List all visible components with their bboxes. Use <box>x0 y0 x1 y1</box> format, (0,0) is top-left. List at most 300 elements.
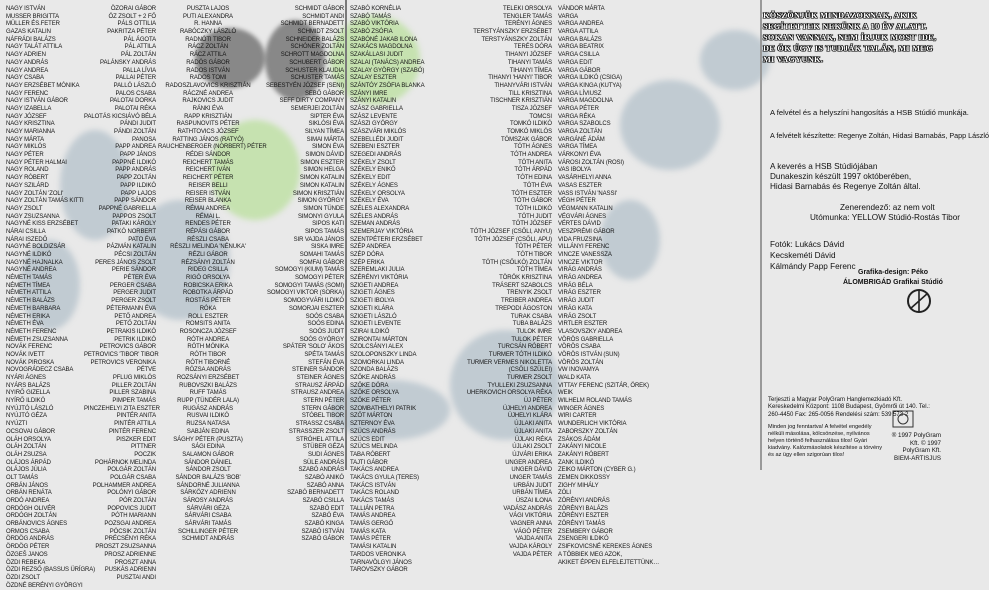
name-entry: VAJDA PÉTER <box>512 551 552 558</box>
name-entry: PÉTERMANN ÉVA <box>106 305 156 312</box>
name-entry: AKIKET ÉPPEN ELFELEJTETTÜNK… <box>558 559 660 566</box>
name-entry: RUBOVSZKI BALÁZS <box>179 382 237 389</box>
name-entry: NYÁRS BALÁZS <box>6 382 51 389</box>
name-entry: NOVÁK PIROSKA <box>6 359 55 366</box>
name-entry: RÓKA <box>199 305 217 312</box>
name-entry: NÁRAI ISZEDŐ <box>6 236 48 243</box>
name-entry: STRASSZ CSABA <box>295 421 344 428</box>
name-entry: TÓTH PÉTER <box>514 244 552 251</box>
name-entry: PÁL ZOLTÁN <box>120 52 156 59</box>
name-entry: RADÓS GÁBOR <box>186 59 230 66</box>
name-entry: STRASSZER ZSOLT <box>288 428 344 435</box>
name-entry: NOVÁK IVETT <box>6 351 45 358</box>
name-entry: RÁNKI ÉVA <box>192 105 224 112</box>
name-entry: PERGER CSABA <box>109 282 156 289</box>
name-entry: WEIK <box>558 390 573 397</box>
name-entry: RAUCHENBERGER (NORBERT) PÉTER <box>158 144 267 151</box>
name-entry: TREIBER ANDREA <box>501 298 552 305</box>
name-entry: TRÁSERT SZABOLCS <box>492 282 552 289</box>
name-entry: RATHTOVICS JÓZSEF <box>177 129 239 135</box>
name-entry: PÓCSIK ZOLTÁN <box>109 528 156 535</box>
name-entry: SZÉKELY ORSOLYA <box>350 190 405 197</box>
name-entry: SCHMIDT GÁBOR <box>294 6 344 12</box>
name-entry: STRAUSZ ANDREA <box>291 390 344 397</box>
name-entry: TOMKÓ MIKLÓS <box>506 129 552 135</box>
name-entry: NAGYNÉ ILDIKÓ <box>6 252 52 258</box>
name-entry: VÉGH PÉTER <box>558 198 596 205</box>
name-entry: NAGY ANDREA <box>6 67 49 74</box>
name-entry: PAPP ZOLTÁN <box>116 175 156 182</box>
name-entry: STEFÁN ÉVA <box>308 359 344 366</box>
name-entry: RUPP (TÜNDÉR LALA) <box>177 398 239 405</box>
name-entry: SZÉKELY ÉVA <box>350 198 389 205</box>
name-entry: VILLÁNYI FERENC <box>558 244 610 251</box>
name-entry: NYÚZTI <box>6 421 28 428</box>
distribution-notice: Terjeszti a Magyar PolyGram Hanglemezkiadó Kft. Kereskedelmi Központ: 1108 Budapest, Gyömrői út 140. Tel.: 260-4450 Fax: 265-0056 Rendelési szám: 539 573-2 <box>768 397 930 418</box>
name-entry: TREPODI ÁGOSTON <box>495 305 552 312</box>
name-entry: ÖZDNÉ BERÉNYI GYÖRGYI <box>6 582 83 589</box>
name-entry: VIRÁG ZSOLT <box>558 313 597 320</box>
name-entry: NÁFRÁDI BALÁZS <box>6 36 56 43</box>
name-entry: TÓMSZAK GÁBOR <box>500 136 552 143</box>
name-entry: PROSZT ANNA <box>114 559 156 566</box>
name-entry: VARGA ILDIKÓ (CSIGA) <box>558 75 622 82</box>
name-entry: SOÓS JUDIT <box>308 328 344 335</box>
name-entry: PÁNDI ZOLTÁN <box>113 129 156 135</box>
name-entry: SIPOS KATI <box>312 221 344 228</box>
name-entry: ROSONCZA JÓZSEF <box>179 328 237 335</box>
name-entry: NOVÁK FERENC <box>6 344 53 351</box>
name-entry: RÉZLI GÁBOR <box>188 252 228 258</box>
name-entry: SCHILLINGER PÉTER <box>178 528 238 535</box>
name-entry: SALAMON GÁBOR <box>182 451 234 458</box>
name-entry: SISKA IMRE <box>310 244 344 251</box>
name-entry: OLT TAMÁS <box>6 474 38 481</box>
name-entry: PAPP JÁNOS <box>119 152 156 159</box>
name-entry: SIR VAJDA JÁNOS <box>293 236 344 243</box>
name-entry: TENGLER TAMÁS <box>503 13 552 20</box>
name-entry: TÓTH ANITA <box>518 159 552 166</box>
name-entry: PÁLS OTTILIA <box>117 21 156 28</box>
name-entry: SZABÓNÉ JAKAB ILONA <box>350 36 418 43</box>
name-entry: VÉGVÁRI ÁGNES <box>558 213 607 220</box>
name-entry: SCHMIDT ANDI <box>302 13 344 20</box>
name-entry: NAGY MIKLÓS <box>6 144 47 151</box>
name-entry: SIMON KRISZTIÁN <box>292 190 344 197</box>
name-entry: SZABÓ KORNÉLIA <box>350 6 401 12</box>
name-entry: SZIRAI ILDIKÓ <box>350 328 390 335</box>
name-entry: SZÉKELY ZSOLT <box>350 159 396 166</box>
name-entry: VIRÁG ANDREA <box>558 275 602 282</box>
name-entry: SZIRONTAI MÁRTON <box>350 336 408 343</box>
name-entry: SÜLE ANDRÁS <box>303 459 344 466</box>
name-entry: PERGER JUDIT <box>113 290 156 297</box>
name-entry: ROMSITS ANITA <box>185 321 231 328</box>
name-entry: SZTERNOY ÉVA <box>350 421 395 428</box>
name-entry: ROBOTKA ÁRPÁD <box>182 290 234 297</box>
design-credit: Grafika-design: Péko <box>858 269 929 276</box>
name-entry: VARGA TÍMEA <box>558 144 598 151</box>
name-entry: SOMFAI GÁBOR <box>299 259 344 266</box>
name-entry: TOMCSI <box>529 113 552 120</box>
name-entry: TAKÁCS TAMÁS <box>350 498 395 504</box>
name-entry: SZENTPÉTERI ERZSÉBET <box>350 236 423 243</box>
name-entry: VAJDA ANITA <box>515 536 552 543</box>
name-entry: PUSZTAI ANDI <box>116 574 156 581</box>
name-entry: TÓTH JÓZSEF (CSŐLI, ANYU) <box>470 228 552 235</box>
name-entry: NAGY ERZSÉBET MÓNIKA <box>6 82 80 89</box>
name-entry: ÖZDI ZSOLT <box>6 574 40 581</box>
name-entry: SZABÓ ANNA <box>306 482 344 489</box>
name-entry: PÓR ZOLTÁN <box>119 498 156 504</box>
name-entry: PINCZEHELYI ZITA ESZTER <box>84 405 160 412</box>
name-entry: RIGÓ ORSOLYA <box>186 275 230 282</box>
name-entry: SIMON KATALIN <box>299 175 344 182</box>
name-entry: OLÁH ZOLTÁN <box>6 444 47 451</box>
name-entry: NYÍRŐ ILDIKÓ <box>6 398 46 405</box>
name-entry: VADÁSZ ANDRÁS <box>503 505 552 512</box>
name-entry: POHÁRNOK MELINDA <box>94 459 156 466</box>
name-entry: PFLUG MIKLÓS <box>112 375 156 381</box>
name-entry: TELEKI ORSOLYA <box>502 6 552 12</box>
name-entry: SIMON ÉVA <box>312 144 344 151</box>
name-entry: RÉMAI ANDREA <box>185 205 231 212</box>
name-entry: SZOLOPONSZKY LINDA <box>350 351 417 358</box>
name-entry: PATO ÉVA <box>128 236 156 243</box>
name-entry: NÉMETH ERIKA <box>6 313 50 320</box>
name-entry: TÓTH TÍMEA <box>516 267 552 274</box>
name-entry: ÖZORAI GÁBOR <box>110 6 156 12</box>
name-entry: SUDI ÁGNES <box>307 451 344 458</box>
name-entry: SIKLÓSI ÉVA <box>308 121 344 128</box>
name-entry: VARGA BALÁZS <box>558 36 602 43</box>
name-entry: SZABÓ KINGA <box>304 521 344 528</box>
name-entry: TARNAVÖLGYI JÁNOS <box>350 559 412 566</box>
name-entry: NAGY PÉTER HALMAI <box>6 159 67 166</box>
name-entry: SIMON DÁVID <box>305 152 344 159</box>
name-entry: TYULLEKI ZSUZSANNA <box>487 382 552 389</box>
name-entry: SCHMIDT BERNADETT <box>280 21 344 28</box>
name-entry: ZÖRÉNYI BALÁZS <box>558 505 608 512</box>
name-entry: PRÉCSÉNYI RÉKA <box>104 536 156 543</box>
name-entry: TAMÁS KATA <box>350 528 386 535</box>
name-entry: ÖZGEŠ JANOS <box>6 551 48 558</box>
name-entry: VÁNDOR MÁRTA <box>558 6 605 12</box>
thanks-message: KÖSZÖNJÜK MINDAZOKNAK, AKIK SEGÍTETTEK NEKÜNK A 10 ÉV ALATT. SOKAN VANNAK, NEM ÍRJUK MOST IDE, DE ÖK ÚGY IS TUDJÁK TALÁN, MI MEG MI VAGYUNK. <box>763 11 937 64</box>
name-entry: ZÓLI <box>558 490 571 497</box>
name-entry: PALLAI PÉTER <box>115 75 156 82</box>
name-entry: SZÁNYI IMRE <box>350 90 388 97</box>
name-entry: RÁCZNÉ ANDREA <box>183 90 233 97</box>
name-entry: ÚJLAKI ANITA <box>514 428 552 435</box>
name-entry: PETRIK ILDIKÓ <box>114 336 156 343</box>
name-entry: SZÜCS MELINDA <box>350 444 398 451</box>
name-entry: SZABÓ ANIKÓ <box>304 474 344 481</box>
name-entry: TÓTH TIBOR <box>516 252 552 258</box>
name-entry: NAGY FERENC <box>6 90 49 97</box>
name-entry: REICHERT TAMÁS <box>182 159 234 166</box>
name-entry: TÓTH ESZTER <box>511 190 552 197</box>
name-entry: TISCHNER KRISZTIÁN <box>490 98 552 105</box>
name-entry: NAGY ISTVÁN GÁBOR <box>6 98 68 105</box>
name-entry: VARGA <box>558 13 579 20</box>
name-entry: SZÜCS EDIT <box>350 436 385 443</box>
name-entry: ZAKÁNYI NICOLE <box>558 444 607 451</box>
name-entry: SZEGEDI ANDRÁS <box>350 152 402 159</box>
name-entry: STERN GÁBOR <box>301 405 344 412</box>
name-entry: SZÁSZ LEVENTE <box>350 113 398 120</box>
name-entry: SZALAY ESZTER <box>350 75 397 82</box>
name-entry: SZEBELLÉDI JUDIT <box>350 136 404 143</box>
name-entry: PUSKÁS ADRIENN <box>104 567 156 574</box>
name-entry: UHERKOVICH ORSOLYA RÉKA <box>466 390 552 397</box>
name-entry: NAGY ZSUZSANNA <box>6 213 60 220</box>
name-entry: SZABÓ GÁBOR <box>301 536 344 543</box>
name-entry: NAGY ISTVÁN <box>6 6 46 12</box>
name-entry: TILL KRISZTINA <box>508 90 552 97</box>
name-entry: STRÓHEL ATTILA <box>296 436 344 443</box>
name-entry: NYÚJTÓ LÁSZLÓ <box>6 405 54 412</box>
name-entry: TISZA JÓZSEF <box>511 105 552 112</box>
name-entry: OLÁH ZSUZSA <box>6 451 47 458</box>
name-column-6 <box>448 6 552 560</box>
name-entry: SZOLCSÁNYI ALEX <box>350 344 404 351</box>
name-entry: STERN PÉTER <box>303 398 344 405</box>
name-entry: ORBÁN JÁNOS <box>6 482 48 489</box>
name-entry: SOMORJAI ESZTER <box>288 305 344 312</box>
name-entry: TERSTYÁNSZKY ERZSÉBET <box>473 29 552 36</box>
name-entry: ORDÓGH OLIVÉR <box>6 505 56 512</box>
name-entry: PERES JÁNOS ZSOLT <box>95 259 156 266</box>
name-entry: TAROVSZKY GÁBOR <box>350 567 408 574</box>
name-entry: PÁNDI JUDIT <box>120 121 156 128</box>
name-entry: ZÖRÉNYI ANDRÁS <box>558 498 610 504</box>
name-entry: PAPP ILDIKÓ <box>120 182 156 189</box>
name-entry: SCHNEIDER BALÁZS <box>285 36 344 43</box>
name-entry: SEBESTYÉN JÓZSEF (SENI) <box>265 82 344 89</box>
name-entry: NAGYNÉ ANDREA <box>6 267 57 274</box>
name-entry: VINCZE VIKTOR <box>558 259 603 266</box>
name-entry: ZABORSZKY ZOLTÁN <box>558 428 618 435</box>
name-entry: TERÉNYI ÁGNES <box>504 21 552 28</box>
name-entry: SZEBENI ESZTER <box>350 144 400 151</box>
name-entry: VÁROSI ZOLTÁN (ROSI) <box>558 159 624 166</box>
name-entry: VAGNER ANNA <box>510 521 552 528</box>
name-entry: STRAUSZ ÁRPÁD <box>294 382 344 389</box>
name-entry: SÁROSY ANDRÁS <box>183 498 233 504</box>
name-entry: SZABÓ BERNADETT <box>287 490 344 497</box>
name-entry: NAGY IZABELLA <box>6 105 52 112</box>
copyright-notice: ® 1997 PolyGram Kft. © 1997 PolyGram Kft. BIEM-ARTISJUS <box>891 432 941 462</box>
name-entry: ORBÁN RENÁTA <box>6 490 52 497</box>
name-entry: NAGY ROLAND <box>6 167 49 174</box>
name-entry: VAJDA KÁROLY <box>509 544 552 551</box>
name-entry: VÖRÖS CSABA <box>558 344 601 351</box>
name-entry: SEMERJEI ZOLTÁN <box>290 105 344 112</box>
name-entry: TÓTH ÉVA <box>523 182 552 189</box>
name-entry: VARGA KINGA (KUTYA) <box>558 82 622 89</box>
name-entry: SIMONYI GYULA <box>297 213 344 220</box>
name-entry: TUBA BALÁZS <box>512 321 552 328</box>
name-entry: VARGA RÉKA <box>558 113 596 120</box>
name-entry: PAPP ANDREA <box>115 144 156 151</box>
name-entry: SZALAY GYÖRGY (SZABÓ) <box>350 67 425 74</box>
name-entry: SZÉKELY ÁGNES <box>350 182 398 189</box>
name-entry: NAGY KRISZTINA <box>6 121 55 128</box>
name-entry: RUGÁSZ ANDRÁS <box>182 405 234 412</box>
name-entry: NÁRAI CSILLA <box>6 228 46 235</box>
name-entry: RUSVAI ILDIKÓ <box>187 413 229 420</box>
name-entry: SOMOGYI TAMÁS (SOMI) <box>274 282 344 289</box>
name-entry: SZÉP DÓRA <box>350 252 384 258</box>
name-entry: ZSEMBERY GÁBOR <box>558 528 613 535</box>
design-studio-credit: ÁLOMBRIGÁD Grafikai Stúdió <box>843 279 943 286</box>
name-entry: SIMON HELGA <box>303 167 344 174</box>
name-entry: ZANK ILDIKÓ <box>558 459 595 466</box>
name-entry: SZEMAN ANDRÁS <box>350 221 401 228</box>
name-entry: SZŐKE DÓRA <box>350 382 389 389</box>
name-entry: TALLIÁN PETRA <box>350 505 395 512</box>
name-entry: SZÉLES ANDRÁS <box>350 213 399 220</box>
name-entry: SIPOS TAMÁS <box>304 228 344 235</box>
name-entry: SZABÓ EDIT <box>309 505 344 512</box>
name-entry: SZABÓ ANDRÁS <box>298 467 344 474</box>
recording-credit: A felvétel és a helyszíni hangosítás a HSB Stúdió munkája. <box>770 108 969 117</box>
name-entry: RÉZSÁNYI ZOLTÁN <box>181 259 235 266</box>
name-entry: ÚJLAKI ANITA <box>514 421 552 428</box>
name-entry: PAPPNÉ ILDIKÓ <box>112 159 156 166</box>
name-entry: SIMON KATALIN <box>299 182 344 189</box>
name-entry: SZALAI (TANÁCS) ANDREA <box>350 59 425 66</box>
name-entry: VÁRKONYI ÉVA <box>558 152 602 159</box>
name-entry: TAKÁCS ISTVÁN <box>350 482 396 489</box>
name-entry: SPÁTER 'SOLO' ÁKOS <box>282 344 344 351</box>
name-entry: POZSGAI ANDREA <box>104 521 156 528</box>
name-entry: TOMKÓ ILDIKÓ <box>509 121 552 128</box>
name-entry: SIPTER ÉVA <box>310 113 344 120</box>
name-entry: PALOTAI DORKA <box>109 98 156 105</box>
name-entry: STÓBEL TIBOR <box>301 413 344 420</box>
name-entry: TÓTH JUDIT <box>518 213 552 220</box>
name-entry: WILHELM ROLAND TAMÁS <box>558 398 632 405</box>
name-entry: SIMON GYÖRGY <box>297 198 344 205</box>
name-entry: PÉCSI ZOLTÁN <box>114 252 156 258</box>
name-entry: PAPP SÁNDOR <box>114 198 156 205</box>
name-entry: UNGER DÁVID <box>511 467 552 474</box>
name-entry: SIMON ESZTER <box>300 159 344 166</box>
name-entry: NAGY RÓBERT <box>6 175 49 182</box>
name-entry: ZSENGERI ILDIKÓ <box>558 536 609 543</box>
name-entry: NÉMETH ZSUZSANNA <box>6 336 68 343</box>
name-entry: ÖZDI REZSŐ (BASSUS ÜRÍGRA) <box>6 567 96 574</box>
name-entry: TABA RÓBERT <box>350 451 391 458</box>
name-entry: ÖRDÖG ANDRÁS <box>6 536 54 543</box>
name-entry: VARGA MAGDOLNA <box>558 98 613 105</box>
name-entry: TAKÁCS ROLAND <box>350 490 399 497</box>
name-entry: SZAKÁCS MAGDOLNA <box>350 44 413 51</box>
name-entry: RÉMAI L. <box>195 213 221 220</box>
name-column-3 <box>158 6 267 544</box>
name-entry: SOÓS CSABA <box>305 313 344 320</box>
polygram-logo-icon <box>892 410 914 428</box>
name-entry: RATTING JÁNOS (RATYÓ) <box>172 136 244 143</box>
mix-credit-1: A keverés a HSB Stúdiójában <box>770 162 878 171</box>
name-entry: SZÉLES ALEXANDRA <box>350 205 410 212</box>
name-entry: PÓTH MARIANN <box>111 513 156 520</box>
name-entry: VARGA GÁBOR <box>558 67 601 74</box>
name-entry: SCHROTT MAGDOLNA <box>280 52 344 59</box>
name-entry: ZEIKO MÁRTON (CYBER G.) <box>558 467 636 474</box>
name-entry: TAMÁS PÉTER <box>350 536 391 543</box>
name-entry: RÉSZLI CSABA <box>187 236 229 243</box>
name-entry: VIRÁG KATA <box>558 305 593 312</box>
name-entry: VARGA PÉTER <box>558 105 599 112</box>
name-entry: URBÁN TÍMEA <box>512 490 552 497</box>
name-entry: MÜLLER ÉS.FETER <box>6 21 60 28</box>
name-entry: TÓTH ANDREA <box>510 152 552 159</box>
name-entry: SZŐKE PÉTER <box>350 398 391 405</box>
name-entry: SZÁSZVÁRI MIKLÓS <box>350 129 407 135</box>
mix-credit-3: Hidasi Barnabás és Regenye Zoltán által. <box>770 182 921 191</box>
name-column-7 <box>558 6 758 567</box>
name-entry: VAS IBOLYA <box>558 167 592 174</box>
name-entry: TULOK PÉTER <box>511 336 552 343</box>
name-entry: PROSZ ADRIENNE <box>104 551 156 558</box>
name-entry: PÉTER ÉVA <box>123 275 156 282</box>
name-entry: SZIGETI KLÁRA <box>350 305 394 312</box>
name-entry: ÖRDÖG PÉTER <box>6 544 50 551</box>
name-entry: REICHERT IVÁN <box>185 167 231 174</box>
name-entry: UNGER TAMÁS <box>509 474 552 481</box>
name-entry: STÜBER GÉZA <box>302 444 344 451</box>
name-entry: NYÚJTÓ GÉZA <box>6 413 47 420</box>
name-entry: VASS ISTVÁN 'NASSI' <box>558 190 617 197</box>
name-entry: SZABÓ ÉVA <box>311 513 344 520</box>
postproduction-credit: Utómunka: YELLOW Stúdió-Rostás Tibor <box>810 213 961 222</box>
name-entry: SZÁNYI KATALIN <box>350 98 397 105</box>
name-entry: SOMOGYI PÉTER <box>294 275 344 282</box>
name-entry: URBÁN JUDIT <box>513 482 552 489</box>
name-entry: NYÁRI ÁGNES <box>6 375 46 381</box>
name-entry: POLGÁR CSABA <box>110 474 156 481</box>
name-entry: SZÜCS ANDRÁS <box>350 428 396 435</box>
name-entry: (CSŐLI SZÜLEI) <box>508 367 552 374</box>
name-entry: POCZIK <box>134 451 156 458</box>
name-entry: PÁL ATTILA <box>124 44 156 51</box>
name-entry: PERIE SÁNDOR <box>111 267 156 274</box>
name-entry: VIRÁG BÉLA <box>558 282 593 289</box>
name-entry: ZSIFKOVICSNÉ KEREKES ÁGNES <box>558 544 653 551</box>
photos-credit-2: Kecskeméti Dávid <box>770 251 836 260</box>
name-entry: SZONDA BALÁZS <box>350 367 399 374</box>
name-entry: PÁL ÁGOTA <box>123 36 156 43</box>
name-entry: SOMOGYI VIKTOR (SORKA) <box>266 290 344 297</box>
name-entry: VÁGÓ PÉTER <box>513 528 552 535</box>
name-entry: REISER ISTVÁN <box>185 190 231 197</box>
name-entry: STEINER SÁNDOR <box>292 367 344 374</box>
name-entry: VÖRÖS ISTVÁN (SUN) <box>558 351 620 358</box>
name-entry: VÉRTES DÁVID <box>558 221 601 228</box>
name-column-5 <box>350 6 448 575</box>
name-entry: ORMOS CSABA <box>6 528 50 535</box>
name-entry: PISZKER EDIT <box>116 436 156 443</box>
name-entry: SCHMIDT ANDRÁS <box>181 536 235 543</box>
album-logo-icon <box>905 287 933 315</box>
name-entry: PIMPER TAMÁS <box>112 398 156 405</box>
name-entry: SZABÓ VIKTÓRIA <box>350 21 399 28</box>
name-entry: PETROVICS VERONIKA <box>90 359 156 366</box>
name-entry: TULOK IMRE <box>516 328 552 335</box>
